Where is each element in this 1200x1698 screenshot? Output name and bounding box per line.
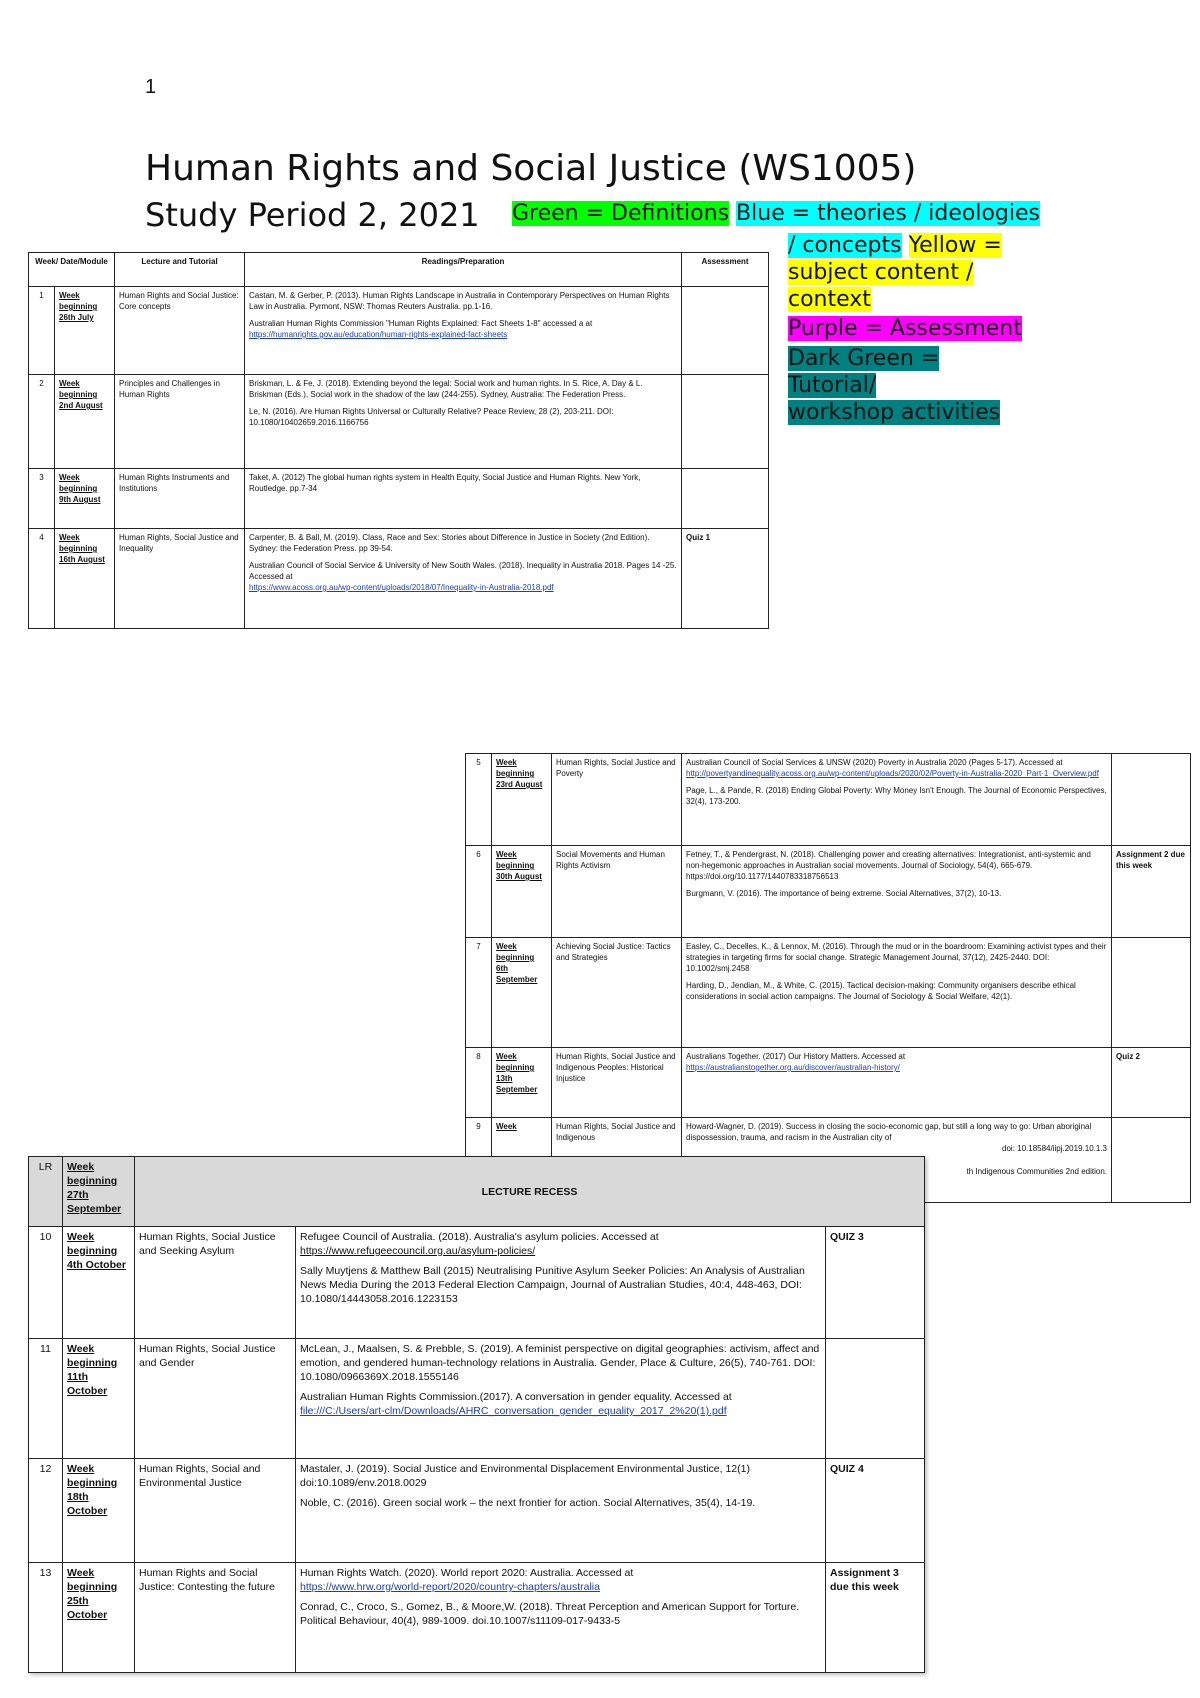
- reading: McLean, J., Maalsen, S. & Prebble, S. (2019). A feminist perspective on digital geographies: activism, affect and emotion, and gendered human-technology relations in Australia. Gender, Place & Culture, 26(5), 740-761. DOI: 10.1080/0966369X.2018.1555146: [300, 1343, 820, 1383]
- row-number: 4: [29, 529, 55, 629]
- row-readings: Taket, A. (2012) The global human rights system in Health Equity, Social Justice and Human Rights. New York, Routledge. pp.7-34: [245, 469, 682, 529]
- row-assessment: QUIZ 3: [826, 1227, 925, 1339]
- row-readings: [296, 1459, 826, 1563]
- schedule-table-3: [28, 1156, 925, 1673]
- reading: Australian Human Rights Commission "Human Rights Explained: Fact Sheets 1-8" accessed a at: [249, 319, 593, 328]
- table-row: [466, 754, 1191, 846]
- reading: Noble, C. (2016). Green social work – the next frontier for action. Social Alternatives, 35(4), 14-19.: [300, 1497, 756, 1509]
- row-assessment: [682, 469, 769, 529]
- header-readings: Readings/Preparation: [245, 253, 682, 287]
- document-title: Human Rights and Social Justice (WS1005): [145, 148, 917, 189]
- row-number: 11: [29, 1339, 63, 1459]
- recess-row: [29, 1157, 925, 1227]
- row-topic: Human Rights, Social Justice and Indigenous: [552, 1118, 682, 1203]
- row-week: Week beginning 16th August: [55, 529, 115, 629]
- reading: Easley, C., Decelles, K., & Lennox, M. (2016). Through the mud or in the boardroom: Examining activist types and their strategies in targeting firms for social change. Strategic Management Journal, 37(12), 2425-2440. DOI: 10.1002/smj.2458: [686, 942, 1107, 973]
- row-assessment: Assignment 2 due this week: [1112, 846, 1191, 938]
- row-topic: Social Movements and Human Rights Activism: [552, 846, 682, 938]
- table-row: [466, 846, 1191, 938]
- reading: Australian Council of Social Service & University of New South Wales. (2018). Inequality in Australia 2018. Pages 14 -25. Accessed at: [249, 561, 677, 581]
- header-lecture: Lecture and Tutorial: [115, 253, 245, 287]
- row-number: 6: [466, 846, 492, 938]
- page-number: 1: [145, 76, 157, 98]
- reading-link[interactable]: https://australianstogether.org.au/discover/australian-history/: [686, 1063, 900, 1072]
- table-row: [29, 1459, 925, 1563]
- row-week: Week beginning 23rd August: [492, 754, 552, 846]
- table-row: [29, 529, 769, 629]
- reading: Howard-Wagner, D. (2019). Success in closing the socio-economic gap, but still a long way to go: Urban aboriginal dispossession, trauma, and racism in the Australian city of: [686, 1122, 1092, 1142]
- schedule-table-2: [465, 753, 1191, 1203]
- reading-link[interactable]: https://humanrights.gov.au/education/human-rights-explained-fact-sheets: [249, 330, 508, 339]
- reading-link[interactable]: http://povertyandinequality.acoss.org.au/wp-content/uploads/2020/02/Poverty-in-Australia-2020_Part-1_Overview.pdf: [686, 769, 1099, 778]
- row-week: Week beginning 4th October: [63, 1227, 135, 1339]
- reading: Australian Human Rights Commission.(2017). A conversation in gender equality. Accessed at: [300, 1391, 732, 1403]
- legend-blue: Blue = theories / ideologies: [736, 201, 1040, 226]
- row-topic: Human Rights, Social Justice and Inequality: [115, 529, 245, 629]
- row-week: Week beginning 2nd August: [55, 375, 115, 469]
- row-topic: Human Rights Instruments and Institutions: [115, 469, 245, 529]
- row-number: 5: [466, 754, 492, 846]
- row-readings: [296, 1563, 826, 1673]
- legend-block: [788, 232, 1028, 426]
- legend-blue-cont: / concepts: [788, 233, 902, 258]
- row-assessment: [1112, 754, 1191, 846]
- table-row: [29, 1227, 925, 1339]
- row-assessment: [1112, 1118, 1191, 1203]
- row-number: 2: [29, 375, 55, 469]
- row-topic: Human Rights, Social Justice and Indigenous Peoples: Historical Injustice: [552, 1048, 682, 1118]
- schedule-table-1: [28, 252, 769, 629]
- table-row: [29, 375, 769, 469]
- row-week: Week beginning 26th July: [55, 287, 115, 375]
- lecture-recess-label: LECTURE RECESS: [135, 1157, 925, 1227]
- row-topic: Human Rights, Social Justice and Poverty: [552, 754, 682, 846]
- reading: Conrad, C., Croco, S., Gomez, B., & Moore,W. (2018). Threat Perception and American Support for Torture. Political Behaviour, 40(4), 989-1009. doi.10.1007/s11109-017-9433-5: [300, 1601, 800, 1627]
- reading: Mastaler, J. (2019). Social Justice and Environmental Displacement Environmental Justice, 12(1) doi:10.1089/env.2018.0029: [300, 1463, 750, 1489]
- row-number: 8: [466, 1048, 492, 1118]
- header-week: Week/ Date/Module: [29, 253, 115, 287]
- row-topic: Achieving Social Justice: Tactics and Strategies: [552, 938, 682, 1048]
- row-week: Week beginning 9th August: [55, 469, 115, 529]
- legend-yellow-cont: subject content /: [788, 260, 974, 285]
- row-readings: [245, 287, 682, 375]
- row-readings: [682, 1048, 1112, 1118]
- reading: th Indigenous Communities 2nd edition.: [966, 1167, 1107, 1176]
- row-week: Week beginning 13th September: [492, 1048, 552, 1118]
- row-week: Week beginning 6th September: [492, 938, 552, 1048]
- reading: Carpenter, B. & Ball, M. (2019). Class, Race and Sex: Stories about Difference in Justice in Society (2nd Edition). Sydney: the Federation Press. pp 39-54.: [249, 533, 650, 553]
- reading: Fetney, T., & Pendergrast, N. (2018). Challenging power and creating alternatives: Integrationist, anti-systemic and non-hegemonic approaches in Australian social movements. Journal of Sociology, 54(4), 665-679. https://doi.org/10.1177/1440783318756513: [686, 850, 1091, 881]
- row-readings: [296, 1227, 826, 1339]
- row-readings: [682, 938, 1112, 1048]
- row-topic: Human Rights, Social and Environmental Justice: [135, 1459, 296, 1563]
- row-topic: Principles and Challenges in Human Rights: [115, 375, 245, 469]
- row-assessment: Assignment 3 due this week: [826, 1563, 925, 1673]
- reading: doi: 10.18584/iipj.2019.10.1.3: [1002, 1144, 1107, 1153]
- reading: Le, N. (2016). Are Human Rights Universal or Culturally Relative? Peace Review, 28 (2), 203-211. DOI: 10.1080/10402659.2016.1166756: [249, 407, 614, 427]
- row-week: Week beginning 18th October: [63, 1459, 135, 1563]
- row-number: 13: [29, 1563, 63, 1673]
- document-subtitle: Study Period 2, 2021: [145, 196, 480, 234]
- legend-purple: Purple = Assessment: [788, 316, 1022, 341]
- reading: Castan, M. & Gerber, P. (2013). Human Rights Landscape in Australia in Contemporary Perspectives on Human Rights Law in Australia. Pyrmont, NSW: Thomas Reuters Australia. pp.1-16.: [249, 291, 670, 311]
- legend-dark-green-cont: workshop activities: [788, 400, 1001, 425]
- reading: Australians Together. (2017) Our History Matters. Accessed at: [686, 1052, 906, 1061]
- reading: Sally Muytjens & Matthew Ball (2015) Neutralising Punitive Asylum Seeker Policies: An Analysis of Australian News Media During the 2013 Federal Election Campaign, Journal of Australian Studies, 40:4, 448-463, DOI: 10.1080/14443058.2016.1223153: [300, 1265, 805, 1305]
- row-week: Week beginning 11th October: [63, 1339, 135, 1459]
- row-number: 12: [29, 1459, 63, 1563]
- row-number: 3: [29, 469, 55, 529]
- row-topic: Human Rights, Social Justice and Seeking Asylum: [135, 1227, 296, 1339]
- reading: Harding, D., Jendian, M., & White, C. (2015). Tactical decision-making: Community organisers describe ethical considerations in social action campaigns. The Journal of Sociology & Social Welfare, 42(1).: [686, 981, 1076, 1001]
- row-readings: [682, 846, 1112, 938]
- row-topic: Human Rights and Social Justice: Contesting the future: [135, 1563, 296, 1673]
- table-row: [29, 1339, 925, 1459]
- row-topic: Human Rights, Social Justice and Gender: [135, 1339, 296, 1459]
- row-week: Week: [492, 1118, 552, 1203]
- legend-dark-green: Dark Green = Tutorial/: [788, 346, 940, 398]
- header-assessment: Assessment: [682, 253, 769, 287]
- table-row: [29, 287, 769, 375]
- row-number: 9: [466, 1118, 492, 1203]
- row-number: 10: [29, 1227, 63, 1339]
- legend-green: Green = Definitions: [512, 201, 730, 226]
- table-row: [29, 469, 769, 529]
- reading: Burgmann, V. (2016). The importance of being extreme. Social Alternatives, 37(2), 10-13.: [686, 889, 1002, 898]
- row-readings: [296, 1339, 826, 1459]
- row-readings: [245, 375, 682, 469]
- row-readings: [245, 529, 682, 629]
- reading: Page, L., & Pande, R. (2018) Ending Global Poverty: Why Money Isn't Enough. The Journal of Economic Perspectives, 32(4), 173-200.: [686, 786, 1107, 806]
- reading: Australian Council of Social Services & UNSW (2020) Poverty in Australia 2020 (Pages 5-17). Accessed at: [686, 758, 1063, 767]
- row-week: Week beginning 27th September: [63, 1157, 135, 1227]
- legend-yellow-cont2: context: [788, 287, 871, 312]
- table-row: [466, 1048, 1191, 1118]
- row-week: Week beginning 30th August: [492, 846, 552, 938]
- reading: Human Rights Watch. (2020). World report 2020: Australia. Accessed at: [300, 1567, 634, 1579]
- row-assessment: [682, 287, 769, 375]
- row-assessment: Quiz 2: [1112, 1048, 1191, 1118]
- row-assessment: Quiz 1: [682, 529, 769, 629]
- reading-link[interactable]: file:///C:/Users/art-clm/Downloads/AHRC_conversation_gender_equality_2017_2%20(1).pdf: [300, 1405, 727, 1417]
- table-row: [466, 938, 1191, 1048]
- reading: Briskman, L. & Fe, J. (2018). Extending beyond the legal: Social work and human rights. In S. Rice, A. Day & L. Briskman (Eds.), Social work in the shadow of the law (244-255). Sydney, Australia: The Federation Press.: [249, 379, 643, 399]
- row-assessment: [682, 375, 769, 469]
- reading-link[interactable]: https://www.acoss.org.au/wp-content/uploads/2018/07/Inequality-in-Australia-2018.pdf: [249, 583, 554, 592]
- reading: Refugee Council of Australia. (2018). Australia's asylum policies. Accessed at: [300, 1231, 659, 1243]
- row-readings: [682, 754, 1112, 846]
- legend-yellow: Yellow =: [908, 233, 1002, 258]
- table-row: [29, 1563, 925, 1673]
- row-number: LR: [29, 1157, 63, 1227]
- row-week: Week beginning 25th October: [63, 1563, 135, 1673]
- row-topic: Human Rights and Social Justice: Core concepts: [115, 287, 245, 375]
- row-assessment: [1112, 938, 1191, 1048]
- row-assessment: QUIZ 4: [826, 1459, 925, 1563]
- row-number: 1: [29, 287, 55, 375]
- reading-link[interactable]: https://www.refugeecouncil.org.au/asylum-policies/: [300, 1245, 536, 1257]
- legend-line-1: [512, 200, 1040, 227]
- row-assessment: [826, 1339, 925, 1459]
- row-number: 7: [466, 938, 492, 1048]
- reading-link[interactable]: https://www.hrw.org/world-report/2020/country-chapters/australia: [300, 1581, 600, 1593]
